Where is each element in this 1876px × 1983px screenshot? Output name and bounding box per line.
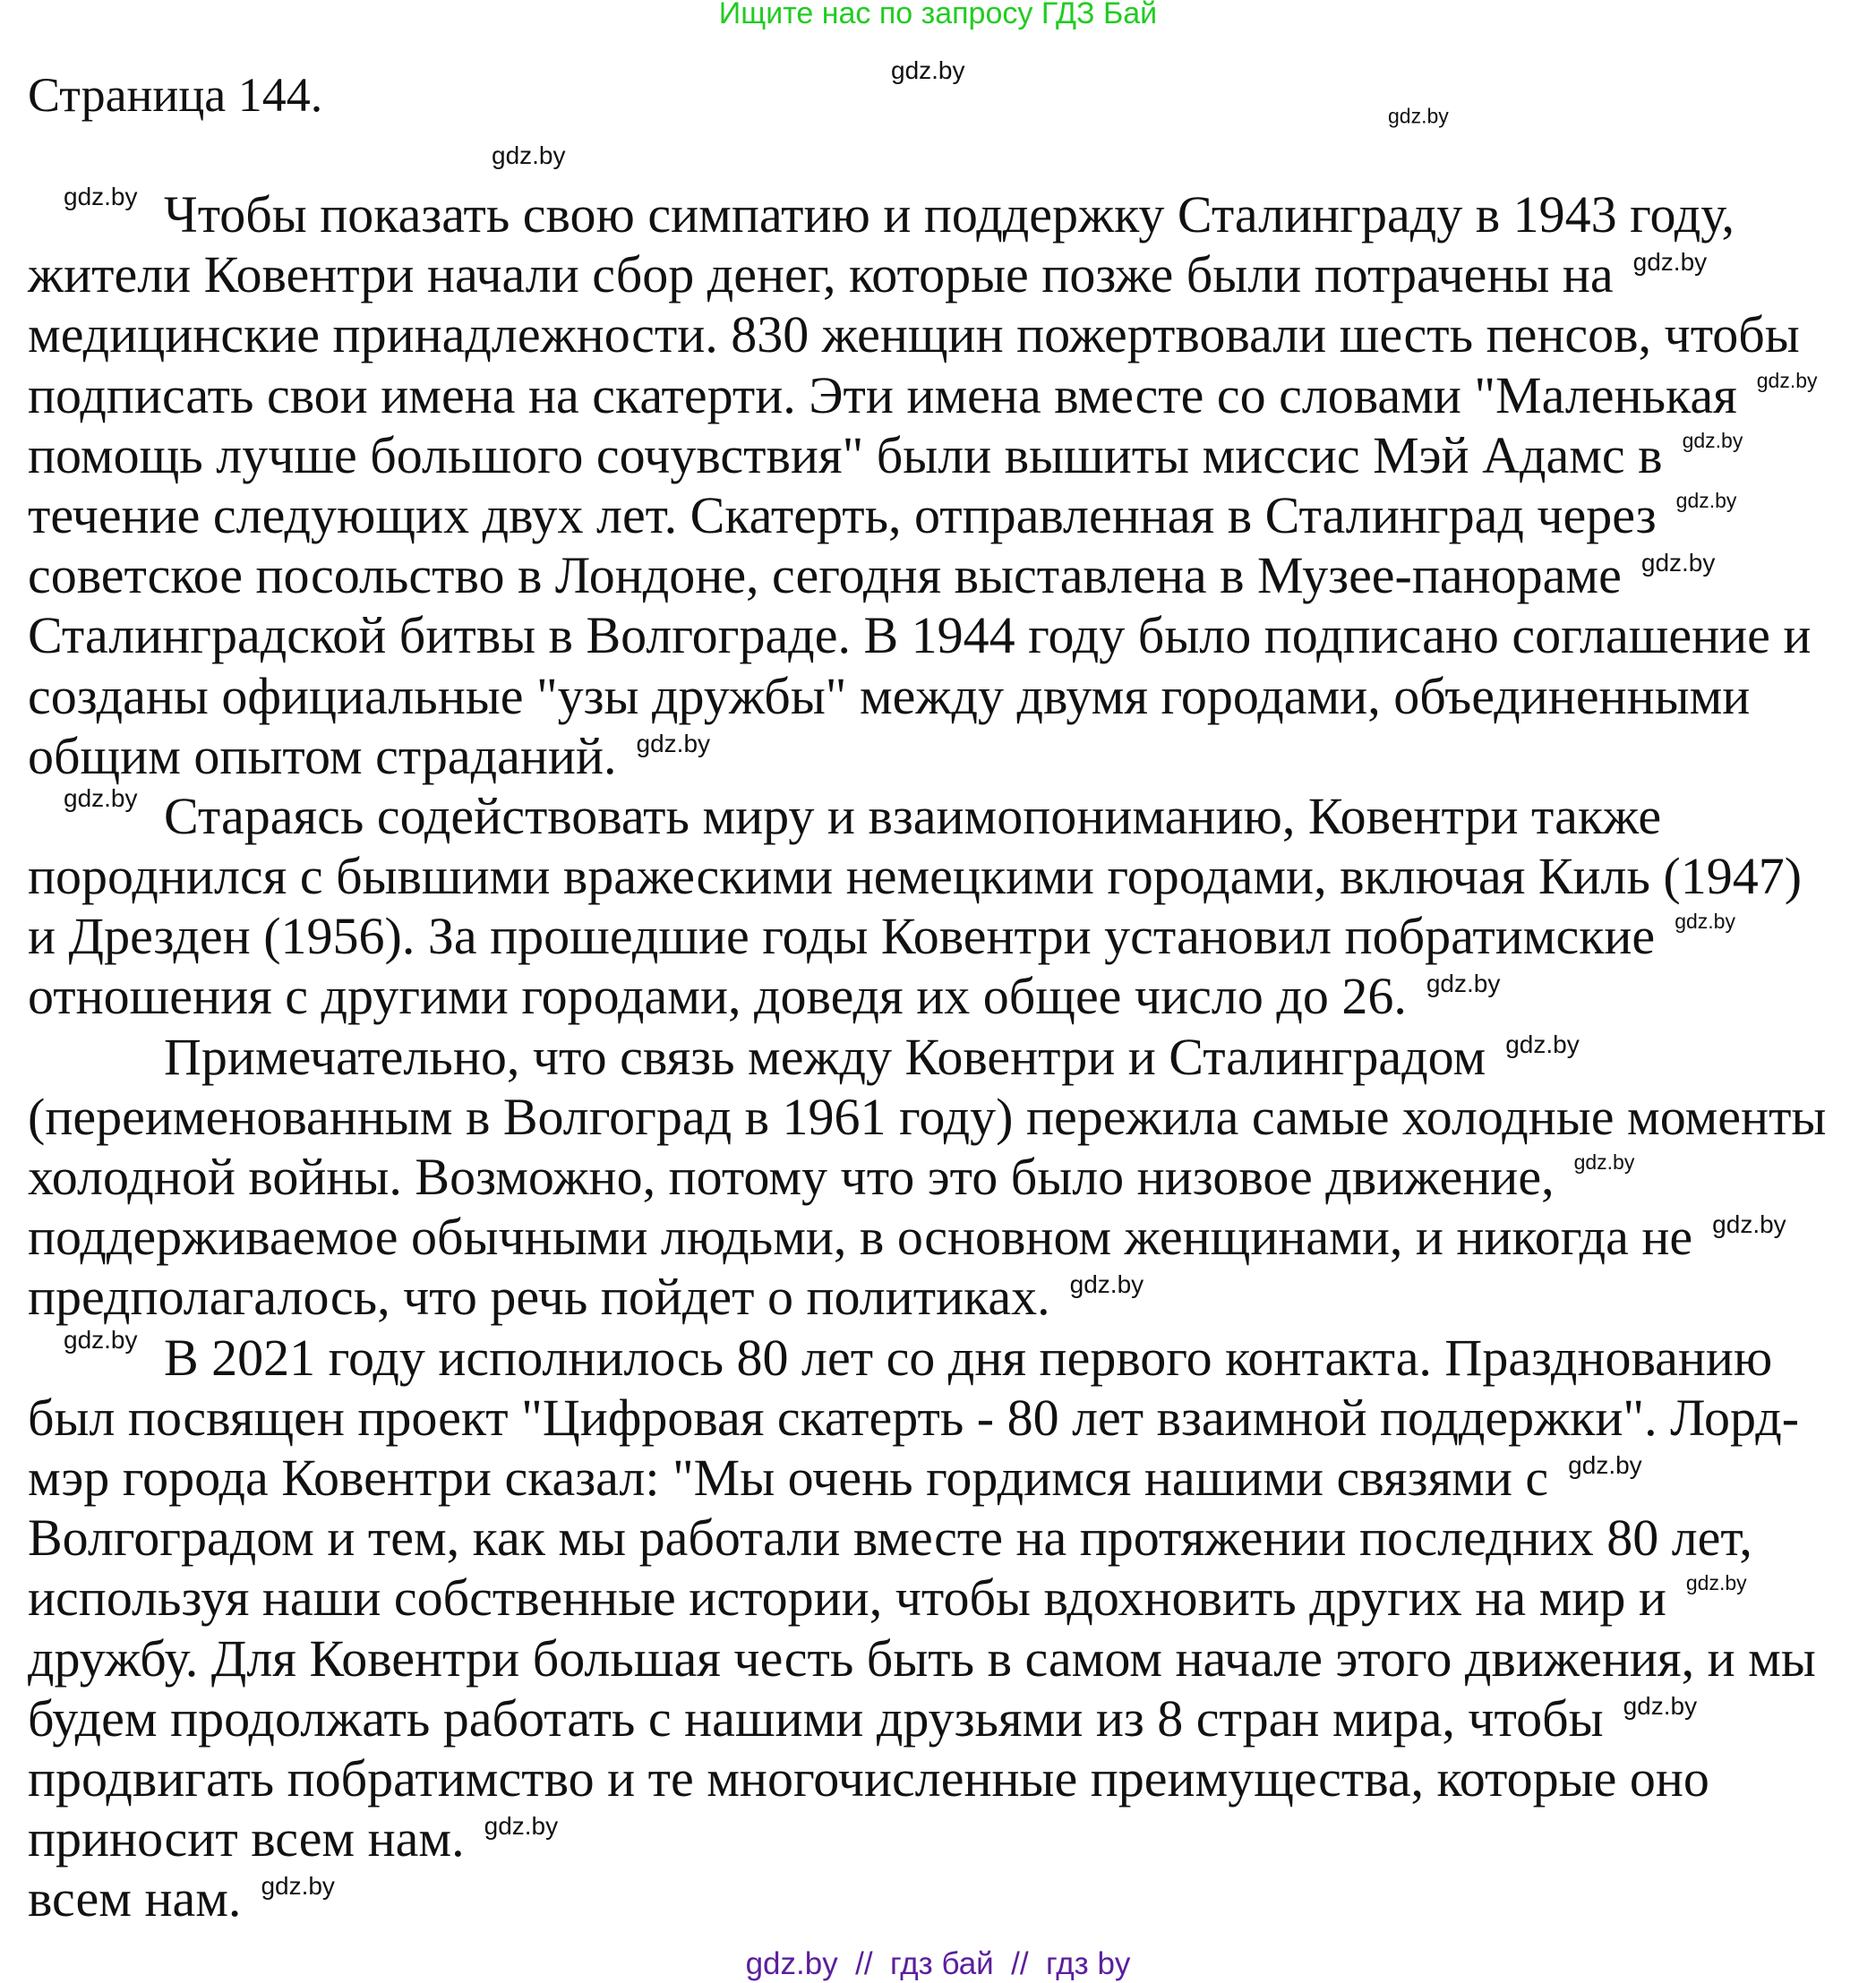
text-line	[28, 783, 1872, 846]
text-line-content: Сталинградской битвы в Волгограде. В 1944 году было подписано соглашение и	[28, 606, 1812, 665]
text-line-content: мэр города Ковентри сказал: "Мы очень гордимся нашими связями с	[28, 1448, 1549, 1507]
text-line-content: и Дрезден (1956). За прошедшие годы Ковентри установил побратимские	[28, 907, 1656, 966]
text-line-content: отношения с другими городами, доведя их общее число до 26.	[28, 967, 1407, 1026]
text-line	[28, 846, 1872, 906]
text-line-content: советское посольство в Лондоне, сегодня выставлена в Музее-панораме	[28, 546, 1622, 605]
footer-links[interactable]: gdz.by // гдз бай // гдз by	[745, 1946, 1131, 1981]
text-line-content: был посвящен проект "Цифровая скатерть - 80 лет взаимной поддержки". Лорд-	[28, 1388, 1800, 1447]
text-line-content: общим опытом страданий.	[28, 726, 617, 785]
watermark: gdz.by	[1573, 1150, 1635, 1174]
watermark: gdz.by	[261, 1872, 335, 1901]
text-line-content: подписать свои имена на скатерти. Эти имена вместе со словами "Маленькая	[28, 365, 1737, 424]
text-line-content: используя наши собственные истории, чтобы вдохновить других на мир и	[28, 1568, 1666, 1628]
text-line	[28, 1508, 1872, 1568]
watermark: gdz.by	[1623, 1691, 1698, 1720]
watermark: gdz.by	[1685, 1571, 1747, 1595]
text-line-content: жители Ковентри начали сбор денег, которые позже были потрачены на	[28, 245, 1614, 304]
text-line	[28, 1027, 1872, 1087]
text-line-content: Чтобы показать свою симпатию и поддержку Сталинграду в 1943 году,	[164, 185, 1735, 244]
text-line	[28, 545, 1872, 605]
watermark: gdz.by	[1756, 368, 1818, 392]
text-line	[28, 1325, 1872, 1388]
text-line-content: всем нам.	[28, 1869, 242, 1928]
watermark: gdz.by	[1675, 910, 1735, 934]
watermark: gdz.by	[1568, 1450, 1642, 1479]
watermark: gdz.by	[1505, 1030, 1580, 1058]
text-line	[28, 906, 1872, 966]
text-line	[28, 425, 1872, 485]
text-line-content: поддерживаемое обычными людьми, в основном женщинами, и никогда не	[28, 1208, 1693, 1267]
text-line	[28, 1628, 1872, 1688]
text-line-content: медицинские принадлежности. 830 женщин пожертвовали шесть пенсов, чтобы	[28, 305, 1800, 364]
text-line	[28, 1207, 1872, 1267]
watermark-slot	[28, 1325, 164, 1354]
watermark: gdz.by	[1426, 970, 1501, 998]
text-line	[28, 1868, 1872, 1928]
text-line	[28, 184, 1872, 244]
text-line	[28, 726, 1872, 786]
text-line-content: холодной войны. Возможно, потому что это было низовое движение,	[28, 1148, 1555, 1206]
text-line	[28, 966, 1872, 1026]
text-line	[28, 1448, 1872, 1508]
text-line	[28, 244, 1872, 304]
watermark: gdz.by	[636, 729, 711, 757]
text-line	[28, 666, 1872, 726]
text-line	[28, 605, 1872, 665]
text-line	[28, 1688, 1872, 1748]
page-title: Страница 144.	[28, 68, 323, 122]
watermark: gdz.by	[64, 783, 138, 812]
text-line	[28, 1087, 1872, 1147]
text-line	[28, 485, 1872, 545]
body-text	[28, 184, 1872, 1928]
text-line-content: дружбу. Для Ковентри большая честь быть в самом начале этого движения, и мы	[28, 1628, 1816, 1688]
text-line	[28, 1267, 1872, 1327]
text-line	[28, 1568, 1872, 1628]
watermark: gdz.by	[64, 183, 138, 210]
watermark: gdz.by	[64, 1325, 138, 1354]
text-line-content: В 2021 году исполнилось 80 лет со дня первого контакта. Празднованию	[164, 1328, 1773, 1387]
watermark: gdz.by	[1640, 549, 1716, 577]
watermark-slot	[28, 783, 164, 812]
text-line-content: породнился с бывшими вражескими немецкими городами, включая Киль (1947)	[28, 847, 1803, 906]
text-line-content: продвигать побратимство и те многочисленные преимущества, которые оно	[28, 1748, 1709, 1808]
text-line-content: созданы официальные "узы дружбы" между двумя городами, объединенными	[28, 666, 1751, 725]
text-line-content: (переименованным в Волгоград в 1961 году) пережила самые холодные моменты	[28, 1087, 1827, 1146]
search-banner[interactable]: Ищите нас по запросу ГДЗ Бай	[718, 0, 1158, 30]
text-line-content: течение следующих двух лет. Скатерть, отправленная в Сталинград через	[28, 485, 1657, 544]
text-line	[28, 304, 1872, 364]
watermark: gdz.by	[484, 1812, 559, 1841]
text-line	[28, 1388, 1872, 1448]
text-line-content: приносит всем нам.	[28, 1809, 465, 1868]
text-line-content: Волгоградом и тем, как мы работали вместе на протяжении последних 80 лет,	[28, 1509, 1752, 1568]
watermark: gdz.by	[1388, 104, 1449, 128]
watermark: gdz.by	[891, 56, 965, 84]
text-line-content: помощь лучше большого сочувствия" были вышиты миссис Мэй Адамс в	[28, 425, 1663, 484]
watermark: gdz.by	[492, 141, 566, 169]
watermark: gdz.by	[1069, 1270, 1144, 1299]
watermark: gdz.by	[1632, 248, 1708, 277]
watermark: gdz.by	[1712, 1210, 1786, 1239]
watermark: gdz.by	[1682, 428, 1743, 452]
text-line	[28, 1808, 1872, 1868]
text-line-content: Примечательно, что связь между Ковентри и Сталинградом	[164, 1027, 1486, 1086]
text-line-content: будем продолжать работать с нашими друзьями из 8 стран мира, чтобы	[28, 1688, 1604, 1748]
watermark: gdz.by	[1675, 488, 1737, 512]
text-line-content: Стараясь содействовать миру и взаимопониманию, Ковентри также	[164, 786, 1662, 845]
text-line-content: предполагалось, что речь пойдет о политиках.	[28, 1268, 1050, 1327]
text-line	[28, 1748, 1872, 1808]
text-line	[28, 365, 1872, 425]
text-line	[28, 1147, 1872, 1207]
watermark-slot	[28, 184, 164, 209]
